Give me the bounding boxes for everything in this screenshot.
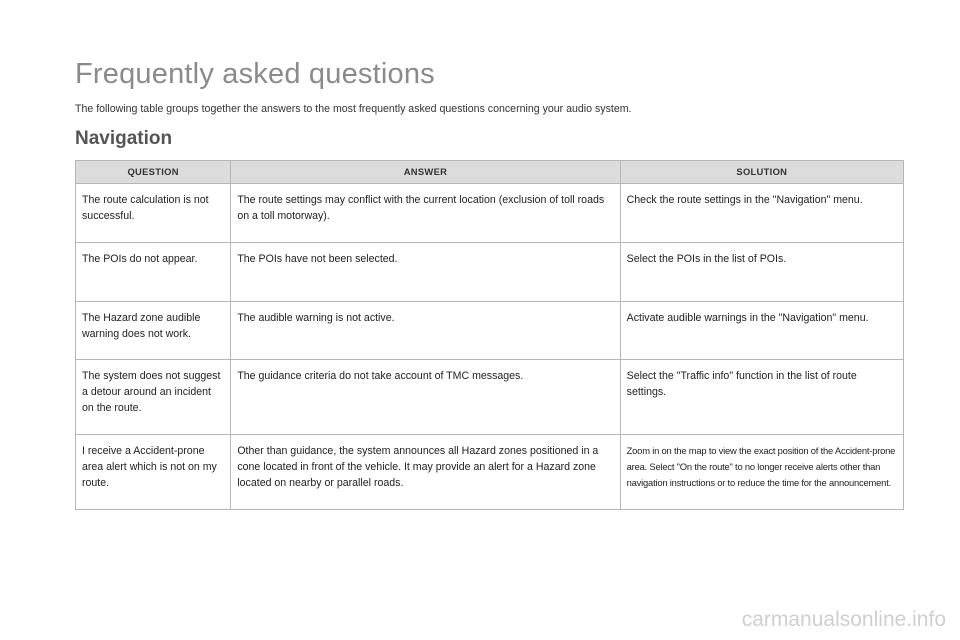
page-title: Frequently asked questions	[75, 58, 435, 90]
faq-table	[75, 160, 904, 510]
answer-cell: The guidance criteria do not take account of TMC messages.	[231, 360, 620, 435]
answer-cell: The route settings may conflict with the current location (exclusion of toll roads on a toll motorway).	[231, 184, 620, 243]
header-answer: ANSWER	[231, 161, 620, 184]
question-cell: The route calculation is not successful.	[76, 184, 231, 243]
table-row	[76, 360, 904, 435]
question-cell: The Hazard zone audible warning does not work.	[76, 302, 231, 360]
intro-text: The following table groups together the answers to the most frequently asked questions concerning your audio system.	[75, 103, 632, 115]
question-cell: The POIs do not appear.	[76, 243, 231, 302]
table-row	[76, 435, 904, 510]
solution-cell: Select the POIs in the list of POIs.	[620, 243, 903, 302]
watermark: carmanualsonline.info	[741, 608, 946, 631]
solution-cell: Check the route settings in the "Navigation" menu.	[620, 184, 903, 243]
question-cell: The system does not suggest a detour around an incident on the route.	[76, 360, 231, 435]
table-row	[76, 243, 904, 302]
question-cell: I receive a Accident-prone area alert which is not on my route.	[76, 435, 231, 510]
header-solution: SOLUTION	[620, 161, 903, 184]
solution-cell: Activate audible warnings in the "Navigation" menu.	[620, 302, 903, 360]
table-header-row	[76, 161, 904, 184]
table-row	[76, 302, 904, 360]
header-question: QUESTION	[76, 161, 231, 184]
solution-cell: Zoom in on the map to view the exact position of the Accident-prone area. Select "On the route" to no longer receive alerts other than navigation instructions or to reduce the time for the announcement.	[620, 435, 903, 510]
table-row	[76, 184, 904, 243]
solution-cell: Select the "Traffic info" function in the list of route settings.	[620, 360, 903, 435]
section-title: Navigation	[75, 128, 173, 149]
answer-cell: Other than guidance, the system announces all Hazard zones positioned in a cone located in front of the vehicle. It may provide an alert for a Hazard zone located on nearby or parallel roads.	[231, 435, 620, 510]
answer-cell: The audible warning is not active.	[231, 302, 620, 360]
answer-cell: The POIs have not been selected.	[231, 243, 620, 302]
